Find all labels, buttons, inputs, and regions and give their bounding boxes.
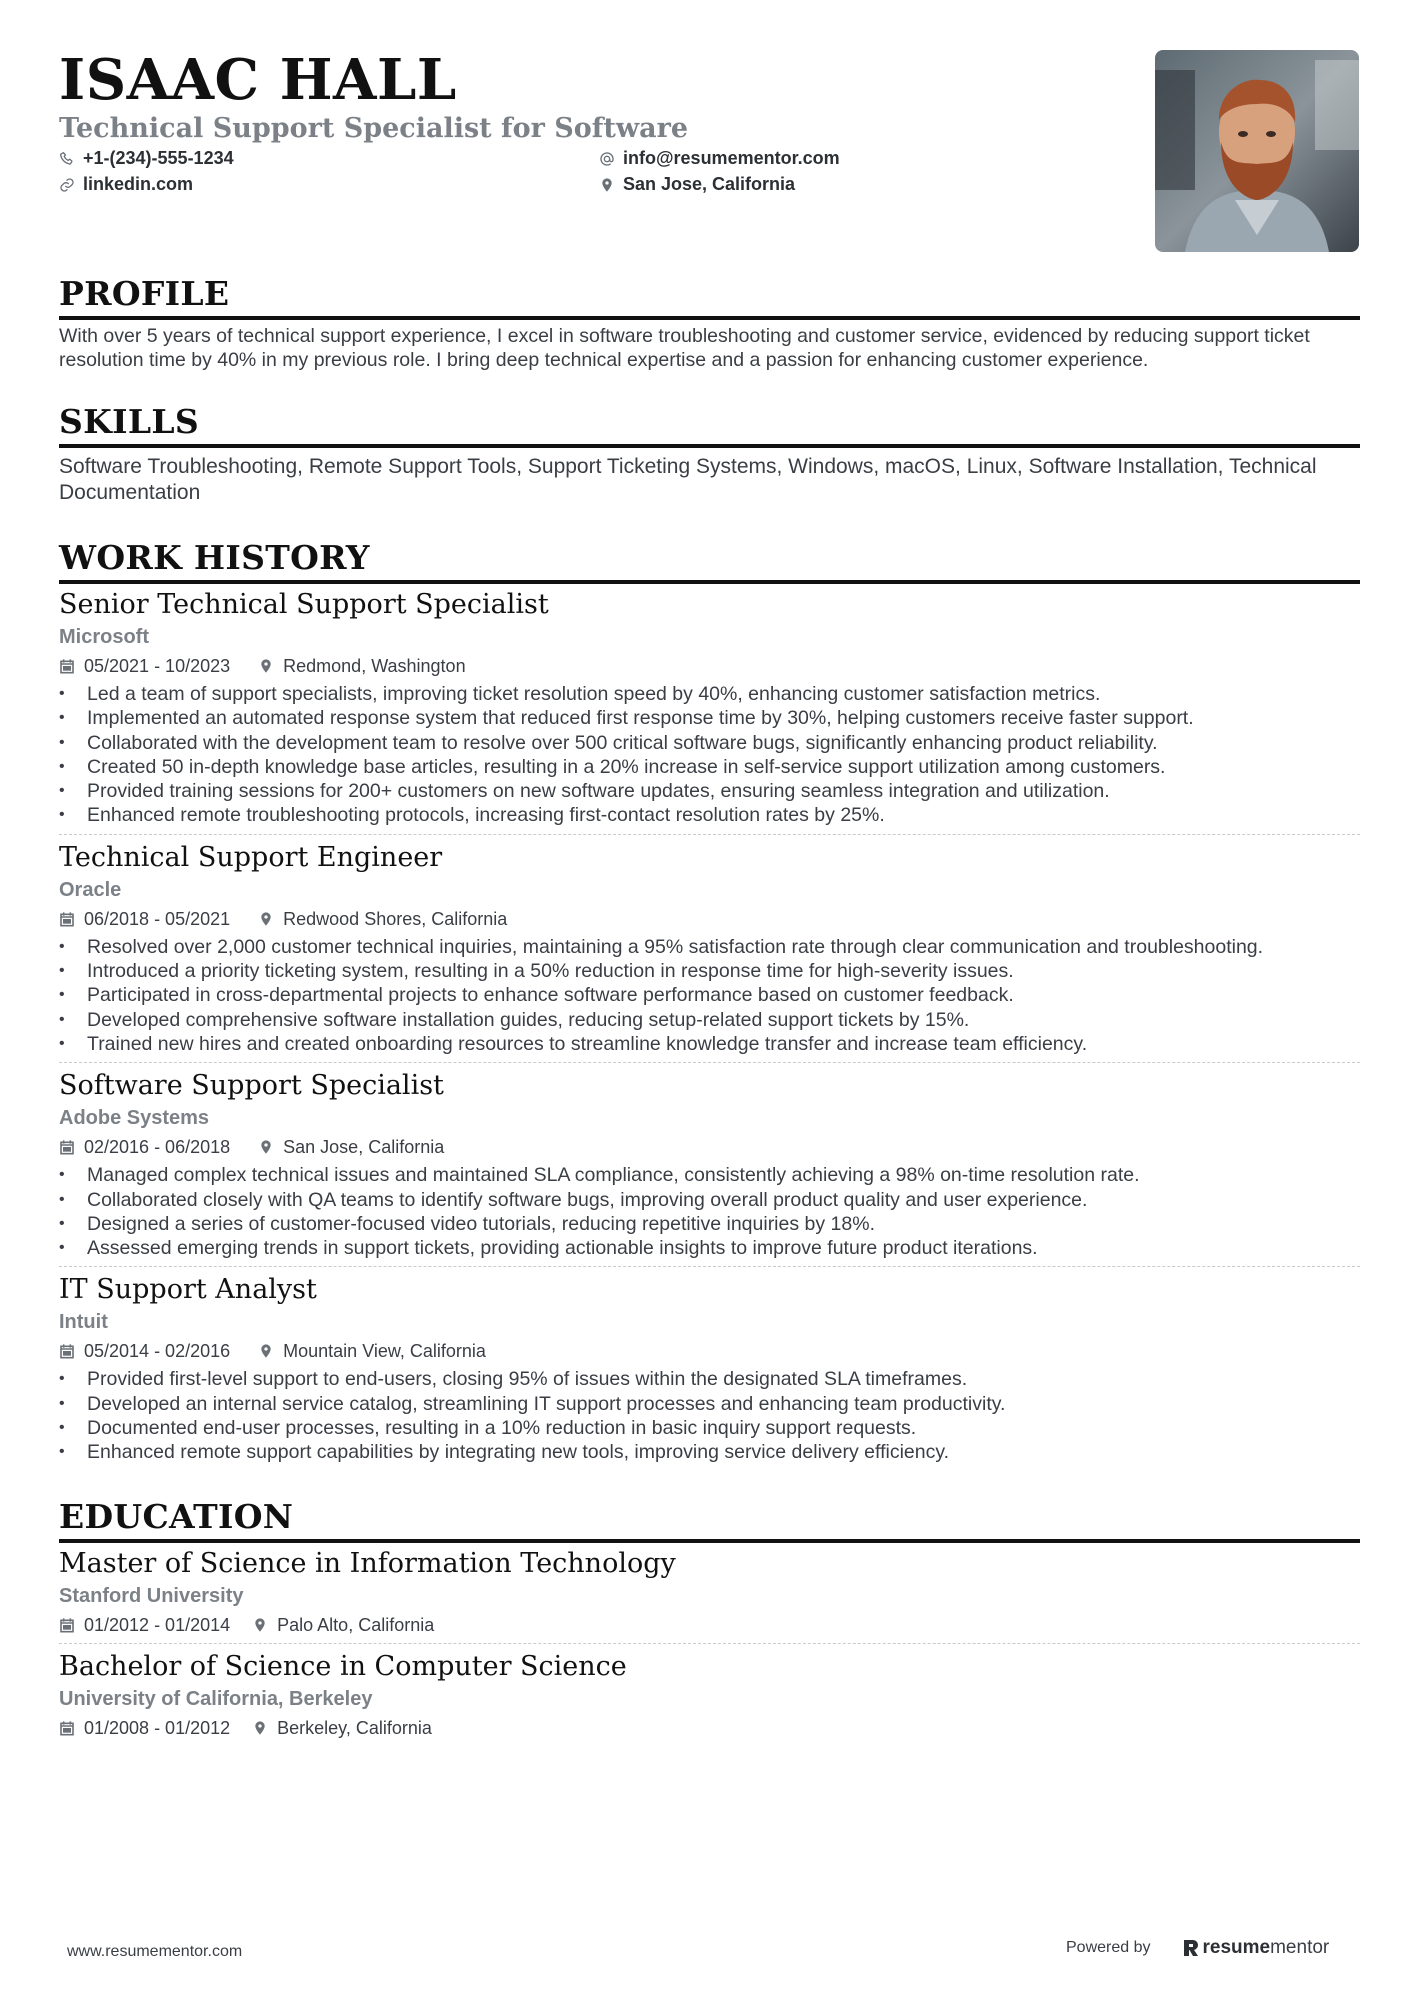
phone-text: +1-(234)-555-1234: [83, 148, 234, 168]
job-meta: [59, 654, 1360, 678]
company-name: Adobe Systems: [59, 1107, 210, 1130]
skills-list: Software Troubleshooting, Remote Support Tools, Support Ticketing Systems, Windows, macOS, Linux, Software Installation, Technical Documentation: [59, 455, 1317, 504]
profile-photo: [1155, 50, 1359, 252]
calendar-icon: [59, 658, 75, 674]
job-meta: [59, 1339, 1360, 1363]
resumementor-logo[interactable]: [1181, 1937, 1330, 1959]
education-entry: [59, 1543, 1360, 1643]
job-bullets: [59, 1367, 1360, 1464]
education-location: Berkeley, California: [277, 1717, 432, 1738]
bullet-item: • Documented end-user processes, resulting in a 10% reduction in basic inquiry support requests.: [59, 1416, 1360, 1440]
bullet-item: • Resolved over 2,000 customer technical inquiries, maintaining a 95% satisfaction rate through clear communication and troubleshooting.: [59, 935, 1360, 959]
map-pin-icon: [258, 658, 274, 674]
linkedin-text: linkedin.com: [83, 174, 194, 194]
bullet-item: • Trained new hires and created onboarding resources to streamline knowledge transfer and increase team efficiency.: [59, 1032, 1360, 1056]
calendar-icon: [59, 1139, 75, 1155]
resume-page: [59, 48, 1360, 1746]
map-pin-icon: [258, 1343, 274, 1359]
job-entry: [59, 1266, 1360, 1470]
map-pin-icon: [599, 177, 615, 193]
map-pin-icon: [252, 1617, 268, 1633]
job-location: Mountain View, California: [283, 1341, 486, 1362]
job-location: Redwood Shores, California: [283, 908, 508, 929]
job-meta: [59, 907, 1360, 931]
calendar-icon: [59, 1720, 75, 1736]
calendar-icon: [59, 1343, 75, 1359]
bullet-item: • Participated in cross-departmental projects to enhance software performance based on customer feedback.: [59, 983, 1360, 1007]
email-text: info@resumementor.com: [623, 148, 840, 168]
bullet-item: • Introduced a priority ticketing system, resulting in a 50% reduction in response time for high-severity issues.: [59, 959, 1360, 983]
bullet-item: • Created 50 in-depth knowledge base articles, resulting in a 20% increase in self-service support utilization among customers.: [59, 755, 1360, 779]
location-text: San Jose, California: [623, 174, 796, 194]
education-entry: [59, 1643, 1360, 1746]
job-title: Software Support Specialist: [59, 1070, 444, 1102]
job-location: Redmond, Washington: [283, 656, 466, 676]
skills-section: [59, 402, 1360, 506]
work-history-section: [59, 538, 1360, 1471]
education-meta: [59, 1716, 1360, 1740]
bullet-item: • Provided first-level support to end-users, closing 95% of issues within the designated SLA timeframes.: [59, 1367, 1360, 1391]
bullet-item: • Led a team of support specialists, improving ticket resolution speed by 40%, enhancing customer satisfaction metrics.: [59, 682, 1360, 706]
education-list: [59, 1543, 1360, 1746]
job-meta: [59, 1135, 1360, 1159]
bullet-item: • Assessed emerging trends in support tickets, providing actionable insights to improve future product iterations.: [59, 1236, 1360, 1260]
degree-title: Master of Science in Information Technology: [59, 1547, 676, 1579]
calendar-icon: [59, 911, 75, 927]
link-icon: [59, 177, 75, 193]
education-meta: [59, 1613, 1360, 1637]
brand-text-light: mentor: [1270, 1937, 1330, 1958]
education-location: Palo Alto, California: [277, 1614, 435, 1635]
education-heading: EDUCATION: [59, 1497, 1360, 1543]
job-bullets: [59, 682, 1360, 828]
skills-heading: SKILLS: [59, 402, 1360, 448]
profile-section: [59, 274, 1360, 372]
profile-heading: PROFILE: [59, 274, 1360, 320]
footer-website-link[interactable]: www.resumementor.com: [67, 1943, 243, 1960]
job-dates: 05/2021 - 10/2023: [84, 656, 231, 676]
education-section: [59, 1497, 1360, 1746]
job-dates: 05/2014 - 02/2016: [84, 1341, 231, 1362]
profile-summary: With over 5 years of technical support experience, I excel in software troubleshooting and customer service, evidenced by reducing support ticket resolution time by 40% in my previous role. I bring deep technical expertise and a passion for enhancing customer experience.: [59, 325, 1310, 371]
job-entry: [59, 1062, 1360, 1266]
job-title: IT Support Analyst: [59, 1274, 317, 1306]
bullet-item: • Enhanced remote support capabilities by integrating new tools, improving service delivery efficiency.: [59, 1440, 1360, 1464]
resumementor-logo-icon: [1181, 1938, 1199, 1958]
bullet-item: • Developed comprehensive software installation guides, reducing setup-related support tickets by 15%.: [59, 1008, 1360, 1032]
job-entry: [59, 584, 1360, 834]
education-dates: 01/2012 - 01/2014: [84, 1614, 231, 1635]
brand-text-bold: resume: [1202, 1937, 1271, 1958]
job-entry: [59, 834, 1360, 1062]
bullet-item: • Collaborated with the development team to resolve over 500 critical software bugs, significantly enhancing product reliability.: [59, 731, 1360, 755]
job-title: Technical Support Engineer: [59, 841, 443, 873]
job-bullets: [59, 935, 1360, 1056]
contact-phone[interactable]: [59, 148, 234, 169]
contact-location: [599, 174, 795, 195]
job-bullets: [59, 1163, 1360, 1260]
work-history-heading: WORK HISTORY: [59, 538, 1360, 584]
bullet-item: • Enhanced remote troubleshooting protocols, increasing first-contact resolution rates by 25%.: [59, 803, 1360, 827]
job-location: San Jose, California: [283, 1137, 445, 1158]
education-dates: 01/2008 - 01/2012: [84, 1717, 231, 1738]
calendar-icon: [59, 1617, 75, 1633]
map-pin-icon: [252, 1720, 268, 1736]
company-name: Intuit: [59, 1311, 108, 1334]
bullet-item: • Developed an internal service catalog, streamlining IT support processes and enhancing team productivity.: [59, 1392, 1360, 1416]
bullet-item: • Collaborated closely with QA teams to identify software bugs, improving overall product quality and user experience.: [59, 1188, 1360, 1212]
map-pin-icon: [258, 911, 274, 927]
candidate-headline: Technical Support Specialist for Software: [59, 113, 689, 144]
contact-email[interactable]: [599, 148, 840, 169]
job-dates: 02/2016 - 06/2018: [84, 1137, 231, 1158]
resume-header: [59, 48, 1360, 206]
candidate-name: ISAAC HALL: [59, 47, 457, 113]
job-dates: 06/2018 - 05/2021: [84, 908, 231, 929]
map-pin-icon: [258, 1139, 274, 1155]
job-list: [59, 584, 1360, 1471]
bullet-item: • Managed complex technical issues and maintained SLA compliance, consistently achieving a 98% on-time resolution rate.: [59, 1163, 1360, 1187]
school-name: University of California, Berkeley: [59, 1687, 373, 1710]
footer-branding: [1066, 1937, 1329, 1959]
bullet-item: • Designed a series of customer-focused video tutorials, reducing repetitive inquiries by 18%.: [59, 1212, 1360, 1236]
at-icon: [599, 151, 615, 167]
bullet-item: • Implemented an automated response system that reduced first response time by 30%, helping customers receive faster support.: [59, 706, 1360, 730]
job-title: Senior Technical Support Specialist: [59, 589, 549, 620]
company-name: Microsoft: [59, 626, 149, 648]
degree-title: Bachelor of Science in Computer Science: [59, 1650, 627, 1682]
phone-icon: [59, 151, 75, 167]
company-name: Oracle: [59, 878, 122, 901]
contact-linkedin[interactable]: [59, 174, 193, 195]
bullet-item: • Provided training sessions for 200+ customers on new software updates, ensuring seamless integration and utilization.: [59, 779, 1360, 803]
school-name: Stanford University: [59, 1584, 244, 1607]
powered-by-label: Powered by: [1066, 1939, 1151, 1956]
